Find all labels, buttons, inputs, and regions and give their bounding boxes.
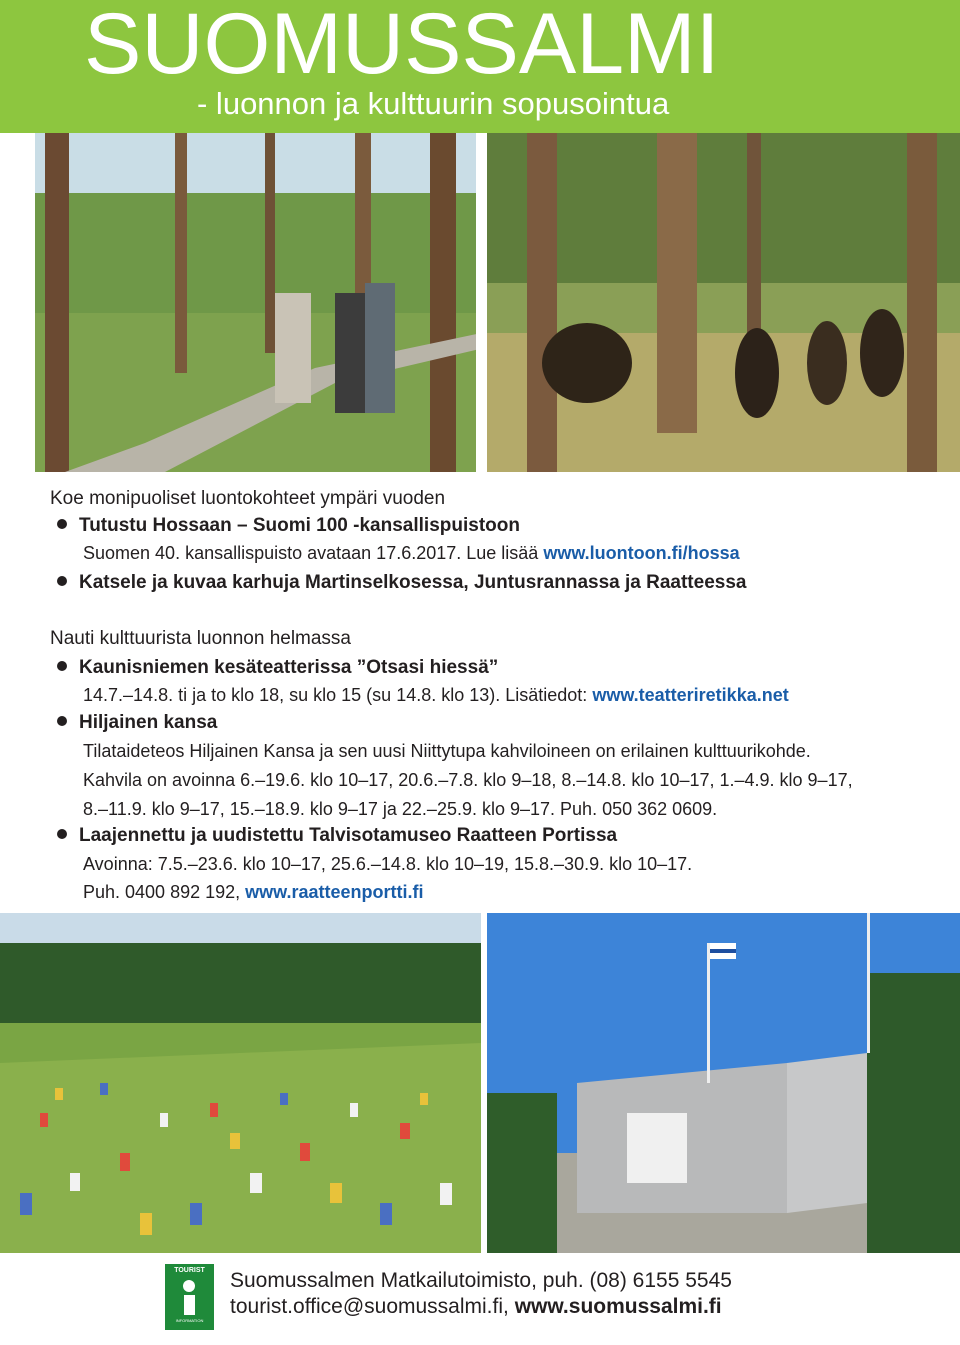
link-raatteenportti[interactable]: www.raatteenportti.fi	[245, 882, 424, 902]
detail-line: Tilataideteos Hiljainen Kansa ja sen uusi Niittytupa kahviloineen on erilainen kulttuurikohde.	[83, 741, 811, 761]
list-item-label: Kaunisniemen kesäteatterissa ”Otsasi hiessä”	[79, 657, 499, 678]
photo-bear-cubs	[487, 133, 960, 472]
link-luontoon[interactable]: www.luontoon.fi/hossa	[543, 543, 740, 563]
footer-website-link[interactable]: www.suomussalmi.fi	[514, 1295, 722, 1318]
bullet-icon	[57, 519, 67, 529]
photo-hikers-boardwalk	[35, 133, 476, 472]
info-icon-stem	[184, 1295, 195, 1315]
list-item-detail	[83, 685, 789, 706]
list-item-silent-people	[57, 712, 217, 734]
bullet-icon	[57, 576, 67, 586]
page-title: SUOMUSSALMI	[84, 0, 720, 92]
list-item-label: Tutustu Hossaan – Suomi 100 -kansallispuistoon	[79, 515, 520, 536]
list-item-hossa	[57, 515, 520, 537]
logo-top-text: TOURIST	[174, 1267, 205, 1274]
footer-links-line	[230, 1295, 722, 1319]
list-item-label: Hiljainen kansa	[79, 712, 218, 733]
header-banner	[0, 0, 960, 133]
list-item-detail	[83, 543, 740, 564]
detail-line: Avoinna: 7.5.–23.6. klo 10–17, 25.6.–14.8. klo 10–19, 15.8.–30.9. klo 10–17.	[83, 854, 693, 874]
list-item-label: Katsele ja kuvaa karhuja Martinselkosessa, Juntusrannassa ja Raatteessa	[79, 572, 747, 593]
list-item-bears	[57, 572, 746, 594]
photo-museum-building	[487, 913, 960, 1253]
detail-line: Kahvila on avoinna 6.–19.6. klo 10–17, 20.6.–7.8. klo 9–18, 8.–14.8. klo 10–17, 1.–4.9. klo 9–17,	[83, 770, 853, 790]
photo-silent-people	[0, 913, 481, 1253]
footer-contact-line: Suomussalmen Matkailutoimisto, puh. (08) 6155 5545	[230, 1269, 732, 1292]
tourist-info-logo	[165, 1264, 214, 1330]
logo-bottom-text: INFORMATION	[175, 1318, 204, 1323]
bullet-icon	[57, 829, 67, 839]
list-item-detail	[83, 882, 424, 903]
bullet-icon	[57, 716, 67, 726]
info-icon	[183, 1280, 195, 1292]
list-item-theatre	[57, 657, 498, 679]
detail-text: Puh. 0400 892 192,	[83, 882, 246, 902]
detail-line: 8.–11.9. klo 9–17, 15.–18.9. klo 9–17 ja 22.–25.9. klo 9–17. Puh. 050 362 0609.	[83, 799, 718, 819]
page-subtitle: - luonnon ja kulttuurin sopusointua	[197, 86, 670, 121]
bullet-icon	[57, 661, 67, 671]
footer-email[interactable]: tourist.office@suomussalmi.fi,	[230, 1295, 515, 1318]
detail-text: Suomen 40. kansallispuisto avataan 17.6.2017. Lue lisää	[83, 543, 544, 563]
section1-heading: Koe monipuoliset luontokohteet ympäri vuoden	[50, 488, 446, 509]
detail-text: 14.7.–14.8. ti ja to klo 18, su klo 15 (su 14.8. klo 13). Lisätiedot:	[83, 685, 593, 705]
list-item-museum	[57, 825, 617, 847]
list-item-label: Laajennettu ja uudistettu Talvisotamuseo Raatteen Portissa	[79, 825, 618, 846]
section2-heading: Nauti kulttuurista luonnon helmassa	[50, 628, 352, 649]
link-teatteriretikka[interactable]: www.teatteriretikka.net	[592, 685, 789, 705]
